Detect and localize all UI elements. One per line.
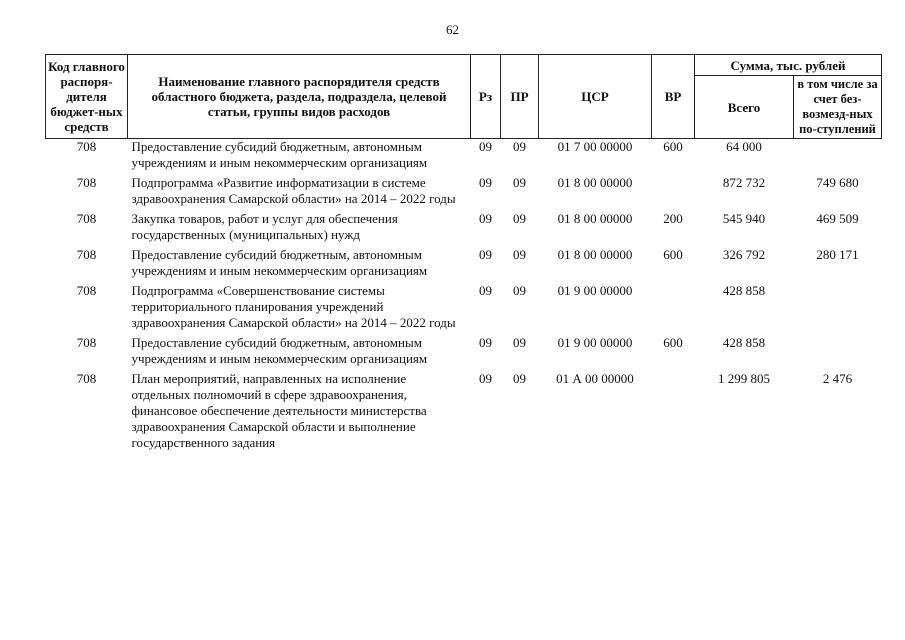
- cell-name: Подпрограмма «Развитие информатизации в системе здравоохранения Самарской области» на 2014 – 2022 годы: [131, 175, 456, 206]
- cell-vr: [652, 371, 695, 455]
- cell-free: [794, 283, 882, 335]
- cell-code: 708: [76, 283, 97, 298]
- cell-total: 326 792: [722, 247, 766, 262]
- cell-total: 428 858: [722, 283, 766, 298]
- cell-vr: 600: [663, 247, 683, 262]
- budget-table: [45, 54, 882, 455]
- cell-code: 708: [76, 247, 97, 262]
- header-pr: ПР: [501, 55, 539, 139]
- header-name: Наименование главного распорядителя средств областного бюджета, раздела, подраздела, целевой статьи, группы видов расходов: [128, 55, 471, 139]
- table-row: [46, 335, 882, 371]
- cell-name: План мероприятий, направленных на исполнение отдельных полномочий в сфере здравоохранения, финансовое обеспечение деятельности министерства здравоохранения Самарской области и выполнение государственного задания: [131, 371, 427, 450]
- cell-csr: 01 8 00 00000: [557, 211, 633, 226]
- header-total: Всего: [695, 76, 794, 139]
- cell-name: Закупка товаров, работ и услуг для обеспечения государственных (муниципальных) нужд: [131, 211, 398, 242]
- cell-free: 2 476: [822, 371, 853, 386]
- cell-vr: 200: [663, 211, 683, 226]
- cell-pr: 09: [513, 175, 526, 190]
- cell-csr: 01 9 00 00000: [557, 335, 633, 350]
- cell-name: Предоставление субсидий бюджетным, автономным учреждениям и иным некоммерческим организациям: [131, 335, 428, 366]
- cell-csr: 01 8 00 00000: [557, 247, 633, 262]
- cell-rz: 09: [479, 247, 492, 262]
- cell-name: Предоставление субсидий бюджетным, автономным учреждениям и иным некоммерческим организациям: [131, 247, 428, 278]
- cell-total: 872 732: [722, 175, 766, 190]
- cell-total: 1 299 805: [718, 371, 770, 386]
- cell-free: 749 680: [816, 175, 859, 190]
- cell-rz: 09: [479, 211, 492, 226]
- cell-total: 428 858: [722, 335, 766, 350]
- table-row: [46, 175, 882, 211]
- table-header: [46, 55, 882, 139]
- table-row: [46, 211, 882, 247]
- cell-code: 708: [76, 211, 97, 226]
- cell-rz: 09: [479, 371, 492, 386]
- cell-pr: 09: [513, 211, 526, 226]
- cell-pr: 09: [513, 283, 526, 298]
- cell-name: Подпрограмма «Совершенствование системы территориального планирования учреждений здравоохранения Самарской области» на 2014 – 2022 годы: [131, 283, 456, 330]
- cell-vr: 600: [663, 139, 683, 154]
- cell-free: [794, 139, 882, 176]
- cell-name: Предоставление субсидий бюджетным, автономным учреждениям и иным некоммерческим организациям: [131, 139, 428, 170]
- cell-code: 708: [76, 335, 97, 350]
- table-row: [46, 283, 882, 335]
- cell-total: 545 940: [722, 211, 766, 226]
- table-row: [46, 247, 882, 283]
- cell-code: 708: [76, 371, 97, 386]
- cell-free: 469 509: [816, 211, 859, 226]
- page-number: 62: [446, 22, 459, 37]
- cell-csr: 01 8 00 00000: [557, 175, 633, 190]
- cell-csr: 01 А 00 00000: [556, 371, 634, 386]
- header-code: Код главного распоря-дителя бюджет-ных средств: [46, 55, 128, 139]
- cell-pr: 09: [513, 247, 526, 262]
- cell-vr: [652, 283, 695, 335]
- cell-rz: 09: [479, 335, 492, 350]
- cell-pr: 09: [513, 371, 526, 386]
- cell-csr: 01 9 00 00000: [557, 283, 633, 298]
- header-sum: Сумма, тыс. рублей: [695, 55, 882, 76]
- cell-pr: 09: [513, 335, 526, 350]
- cell-code: 708: [76, 139, 97, 154]
- cell-rz: 09: [479, 283, 492, 298]
- header-free: в том числе за счет без-возмезд-ных по-ступлений: [794, 76, 882, 139]
- cell-rz: 09: [479, 139, 492, 154]
- cell-total: 64 000: [726, 139, 762, 154]
- cell-vr: 600: [663, 335, 683, 350]
- table-row: [46, 139, 882, 176]
- table-body: [46, 139, 882, 456]
- header-csr: ЦСР: [539, 55, 652, 139]
- header-rz: Рз: [471, 55, 501, 139]
- cell-pr: 09: [513, 139, 526, 154]
- cell-free: 280 171: [816, 247, 859, 262]
- cell-code: 708: [76, 175, 97, 190]
- header-vr: ВР: [652, 55, 695, 139]
- cell-vr: [652, 175, 695, 211]
- table-row: [46, 371, 882, 455]
- cell-rz: 09: [479, 175, 492, 190]
- cell-csr: 01 7 00 00000: [557, 139, 633, 154]
- cell-free: [794, 335, 882, 371]
